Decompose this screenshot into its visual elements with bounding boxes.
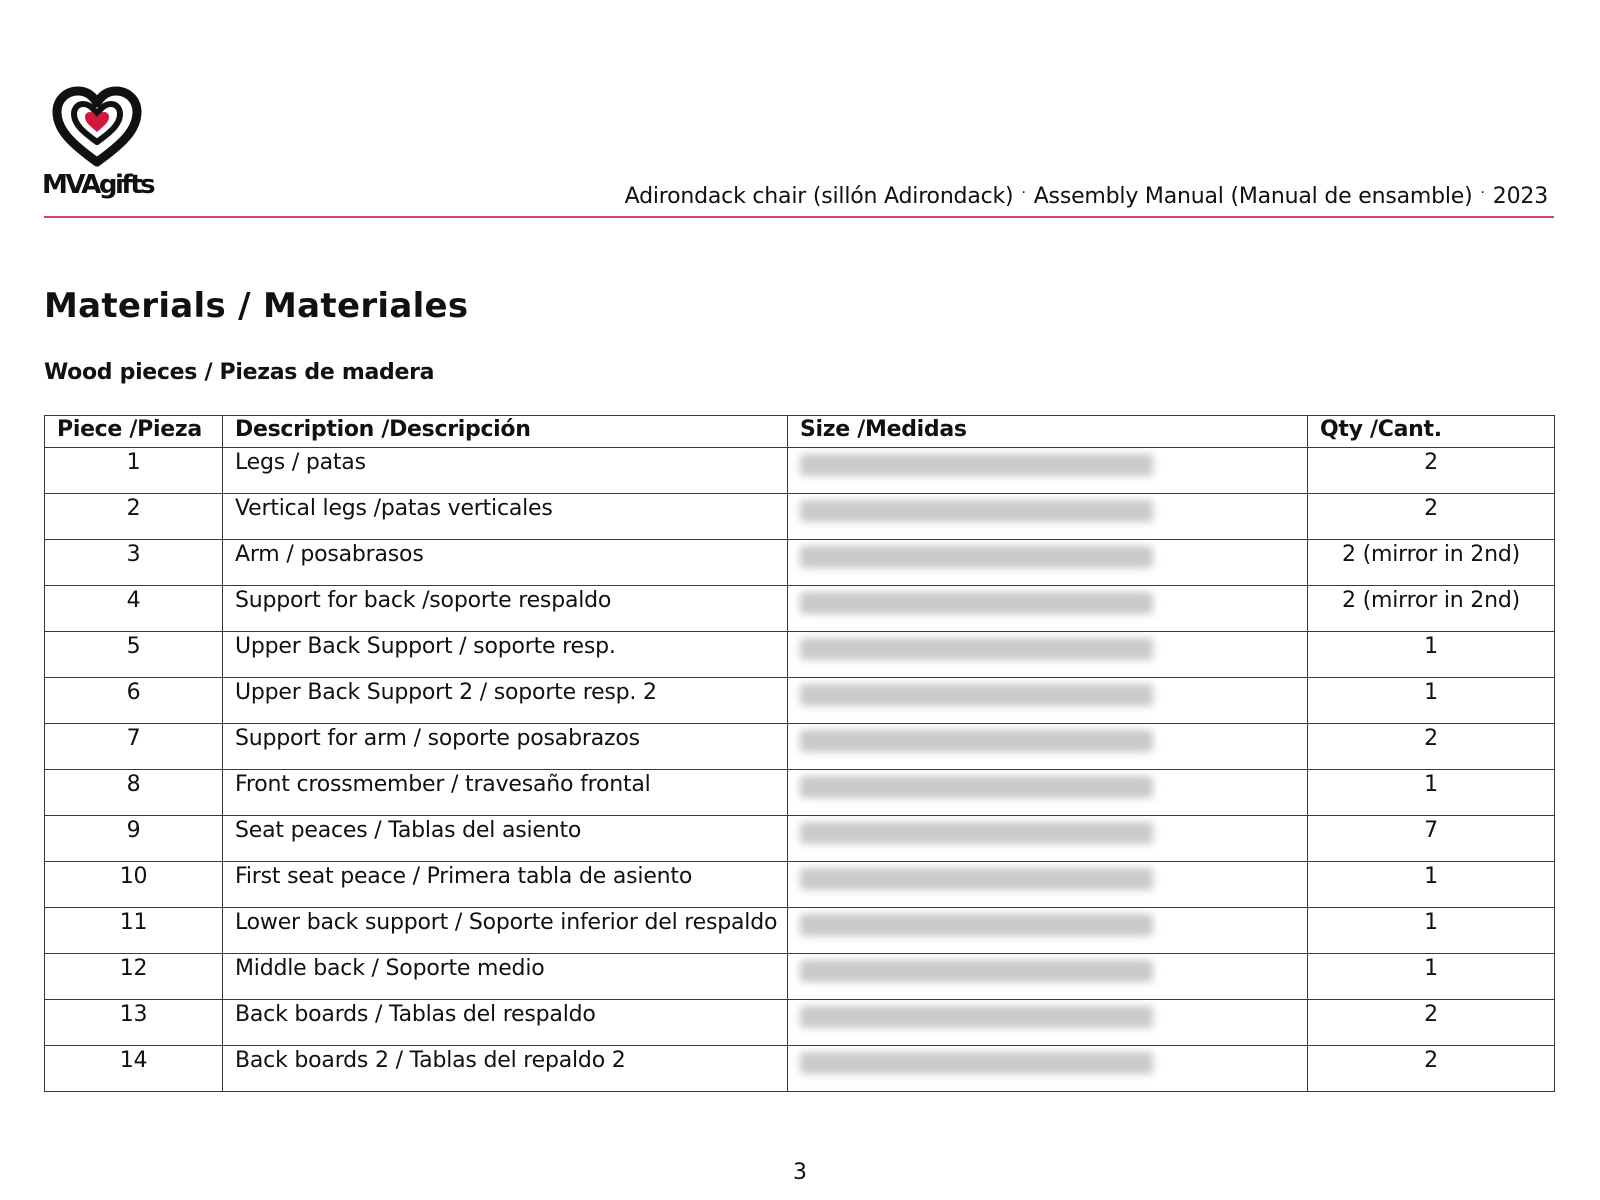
table-row	[45, 770, 1555, 816]
header-title-part1: Adirondack chair (sillón Adirondack)	[624, 184, 1014, 209]
redacted-size-value	[800, 822, 1153, 844]
quantity-cell: 2	[1308, 1000, 1555, 1046]
quantity-cell: 1	[1308, 862, 1555, 908]
description-cell: Support for back /soporte respaldo	[223, 586, 788, 632]
piece-number-cell: 2	[45, 494, 223, 540]
redacted-size-value	[800, 454, 1153, 476]
piece-number-cell: 12	[45, 954, 223, 1000]
piece-number-cell: 14	[45, 1046, 223, 1092]
table-row	[45, 724, 1555, 770]
table-row	[45, 1046, 1555, 1092]
description-cell: First seat peace / Primera tabla de asiento	[223, 862, 788, 908]
piece-number-cell: 11	[45, 908, 223, 954]
quantity-cell: 2	[1308, 494, 1555, 540]
table-row	[45, 954, 1555, 1000]
description-cell: Upper Back Support / soporte resp.	[223, 632, 788, 678]
redacted-size-value	[800, 546, 1153, 568]
description-cell: Upper Back Support 2 / soporte resp. 2	[223, 678, 788, 724]
table-row	[45, 678, 1555, 724]
quantity-cell: 1	[1308, 908, 1555, 954]
description-cell: Front crossmember / travesaño frontal	[223, 770, 788, 816]
size-cell	[788, 586, 1308, 632]
logo-wordmark: MVAgifts	[42, 170, 154, 200]
size-cell	[788, 770, 1308, 816]
size-cell	[788, 724, 1308, 770]
table-row	[45, 494, 1555, 540]
size-cell	[788, 1046, 1308, 1092]
column-header-size: Size /Medidas	[788, 416, 1308, 448]
quantity-cell: 2 (mirror in 2nd)	[1308, 586, 1555, 632]
table-row	[45, 816, 1555, 862]
header-separator: ·	[1021, 185, 1026, 201]
piece-number-cell: 13	[45, 1000, 223, 1046]
quantity-cell: 1	[1308, 632, 1555, 678]
redacted-size-value	[800, 684, 1153, 706]
header-separator: ·	[1480, 185, 1485, 201]
piece-number-cell: 7	[45, 724, 223, 770]
quantity-cell: 1	[1308, 954, 1555, 1000]
quantity-cell: 2	[1308, 1046, 1555, 1092]
size-cell	[788, 954, 1308, 1000]
table-row	[45, 862, 1555, 908]
description-cell: Back boards / Tablas del respaldo	[223, 1000, 788, 1046]
header-rule	[44, 216, 1554, 218]
redacted-size-value	[800, 776, 1153, 798]
redacted-size-value	[800, 960, 1153, 982]
description-cell: Middle back / Soporte medio	[223, 954, 788, 1000]
piece-number-cell: 4	[45, 586, 223, 632]
redacted-size-value	[800, 500, 1153, 522]
column-header-description: Description /Descripción	[223, 416, 788, 448]
quantity-cell: 1	[1308, 678, 1555, 724]
description-cell: Seat peaces / Tablas del asiento	[223, 816, 788, 862]
size-cell	[788, 862, 1308, 908]
heart-logo-icon	[52, 86, 142, 168]
column-header-piece: Piece /Pieza	[45, 416, 223, 448]
redacted-size-value	[800, 730, 1153, 752]
quantity-cell: 2 (mirror in 2nd)	[1308, 540, 1555, 586]
size-cell	[788, 632, 1308, 678]
piece-number-cell: 5	[45, 632, 223, 678]
size-cell	[788, 448, 1308, 494]
table-row	[45, 586, 1555, 632]
quantity-cell: 1	[1308, 770, 1555, 816]
description-cell: Support for arm / soporte posabrazos	[223, 724, 788, 770]
size-cell	[788, 1000, 1308, 1046]
brand-logo	[40, 86, 160, 211]
piece-number-cell: 10	[45, 862, 223, 908]
description-cell: Vertical legs /patas verticales	[223, 494, 788, 540]
table-row	[45, 540, 1555, 586]
redacted-size-value	[800, 1006, 1153, 1028]
redacted-size-value	[800, 868, 1153, 890]
redacted-size-value	[800, 914, 1153, 936]
size-cell	[788, 678, 1308, 724]
description-cell: Arm / posabrasos	[223, 540, 788, 586]
size-cell	[788, 540, 1308, 586]
size-cell	[788, 494, 1308, 540]
page-number: 3	[793, 1160, 807, 1185]
section-title: Wood pieces / Piezas de madera	[44, 360, 435, 385]
redacted-size-value	[800, 638, 1153, 660]
table-header-row	[45, 416, 1555, 448]
description-cell: Lower back support / Soporte inferior del respaldo	[223, 908, 788, 954]
redacted-size-value	[800, 592, 1153, 614]
wood-pieces-table	[44, 415, 1555, 1092]
header-title-part2: Assembly Manual (Manual de ensamble)	[1033, 184, 1473, 209]
table-row	[45, 908, 1555, 954]
size-cell	[788, 816, 1308, 862]
table-body	[45, 448, 1555, 1092]
redacted-size-value	[800, 1052, 1153, 1074]
piece-number-cell: 3	[45, 540, 223, 586]
table-row	[45, 1000, 1555, 1046]
table-row	[45, 632, 1555, 678]
document-header-title	[625, 184, 1548, 209]
quantity-cell: 2	[1308, 724, 1555, 770]
piece-number-cell: 9	[45, 816, 223, 862]
size-cell	[788, 908, 1308, 954]
column-header-qty: Qty /Cant.	[1308, 416, 1555, 448]
header-year: 2023	[1492, 184, 1548, 209]
page-title: Materials / Materiales	[44, 286, 469, 326]
piece-number-cell: 8	[45, 770, 223, 816]
quantity-cell: 7	[1308, 816, 1555, 862]
quantity-cell: 2	[1308, 448, 1555, 494]
piece-number-cell: 1	[45, 448, 223, 494]
description-cell: Legs / patas	[223, 448, 788, 494]
table-row	[45, 448, 1555, 494]
description-cell: Back boards 2 / Tablas del repaldo 2	[223, 1046, 788, 1092]
piece-number-cell: 6	[45, 678, 223, 724]
